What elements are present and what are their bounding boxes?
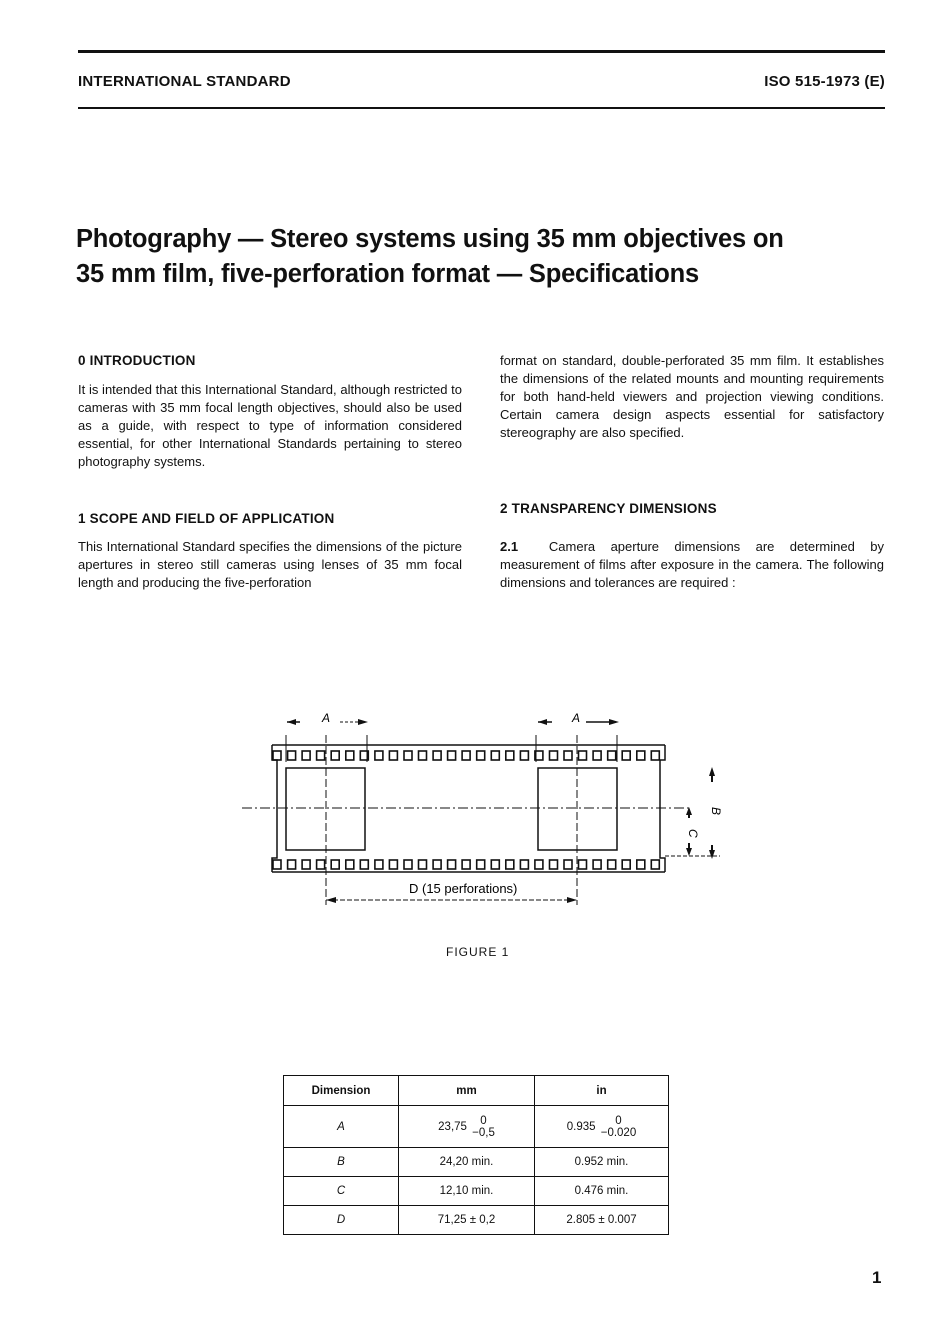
mm-base: 23,75 [438,1120,467,1133]
table-header-row [284,1076,669,1106]
perforation-row-bottom [273,860,659,869]
perforation-hole [360,860,368,869]
cell-in [535,1106,669,1148]
cell-in: 2.805 ± 0.007 [535,1206,669,1235]
label-a-left: A [322,711,331,725]
perforation-hole [448,751,456,760]
perforation-hole [404,860,412,869]
cell-dim: C [284,1177,399,1206]
cell-mm [399,1106,535,1148]
figure-caption: FIGURE 1 [446,945,510,959]
scope-heading: 1 SCOPE AND FIELD OF APPLICATION [78,511,335,526]
title-line-2: 35 mm film, five-perforation format — Specifications [76,260,699,288]
perforation-hole [433,751,441,760]
perforation-hole [593,751,601,760]
perforation-hole [462,751,470,760]
perforation-hole [564,860,572,869]
perforation-hole [579,751,587,760]
perforation-hole [637,860,645,869]
intro-heading: 0 INTRODUCTION [78,353,196,368]
perforation-hole [389,860,397,869]
document-title [76,222,784,292]
label-d: D (15 perforations) [409,881,518,896]
perforation-hole [564,751,572,760]
table-row [284,1206,669,1235]
perforation-hole [550,860,558,869]
scope-continuation: format on standard, double-perforated 35 mm film. It establishes the dimensions of the related mounts and mounting requirements for both hand-held viewers and projection viewing conditions. Certain camera design aspects essential for satisfactory stereography are also specified. [500,353,884,440]
perforation-hole [651,860,659,869]
perforation-hole [375,860,383,869]
perforation-hole [346,860,354,869]
cell-dim: A [284,1106,399,1148]
cell-in: 0.476 min. [535,1177,669,1206]
perforation-hole [273,751,281,760]
in-upper: 0 [615,1114,622,1127]
cell-mm: 24,20 min. [399,1148,535,1177]
perforation-hole [520,860,528,869]
cell-in: 0.952 min. [535,1148,669,1177]
perforation-hole [419,860,427,869]
in-tolerance [601,1115,637,1139]
header-mm: mm [399,1076,535,1106]
film-strip-figure [0,700,950,930]
perforation-hole [288,860,296,869]
label-b: B [709,807,723,816]
perforation-hole [477,751,485,760]
perforation-hole [273,860,281,869]
header-bottom-rule [78,107,885,109]
transparency-heading: 2 TRANSPARENCY DIMENSIONS [500,501,717,516]
perforation-hole [302,860,310,869]
label-a-right: A [572,711,581,725]
perforation-hole [462,860,470,869]
perforation-hole [448,860,456,869]
perforation-hole [608,860,616,869]
perforation-hole [651,751,659,760]
perforation-hole [389,751,397,760]
header-left: INTERNATIONAL STANDARD [78,73,291,90]
perforation-hole [317,860,325,869]
header-right: ISO 515-1973 (E) [764,73,885,90]
table-row [284,1106,669,1148]
perforation-hole [550,751,558,760]
scope-text: This International Standard specifies the dimensions of the picture apertures in stereo still cameras using lenses of 35 mm focal length and producing the five-perforation [78,539,462,590]
perforation-hole [506,860,514,869]
cell-dim: B [284,1148,399,1177]
cell-mm: 12,10 min. [399,1177,535,1206]
intro-text: It is intended that this International Standard, although restricted to cameras with 35 mm focal length objectives, should also be used as a guide, with respect to type of information considered essential, for other International Standards pertaining to stereo photography systems. [78,382,462,469]
perforation-hole [375,751,383,760]
header-dimension: Dimension [284,1076,399,1106]
perforation-hole [608,751,616,760]
perforation-hole [535,860,543,869]
perforation-hole [404,751,412,760]
clause-text: Camera aperture dimensions are determined by measurement of films after exposure in the camera. The following dimensions and tolerances are required : [500,539,884,590]
perforation-hole [433,860,441,869]
perforation-hole [419,751,427,760]
perforation-hole [317,751,325,760]
perforation-hole [593,860,601,869]
mm-upper: 0 [480,1114,487,1127]
perforation-hole [506,751,514,760]
dimensions-table [283,1075,669,1235]
perforation-hole [622,860,630,869]
mm-tolerance [472,1115,495,1139]
perforation-hole [491,751,499,760]
in-base: 0.935 [566,1120,596,1133]
perforation-hole [622,751,630,760]
perforation-hole [477,860,485,869]
table-row [284,1177,669,1206]
mm-lower: −0,5 [472,1126,495,1139]
in-lower: −0.020 [600,1126,637,1139]
perforation-hole [331,751,339,760]
label-c: C [686,829,700,838]
page-number: 1 [872,1268,882,1287]
perforation-hole [491,860,499,869]
perforation-hole [302,751,310,760]
table-row [284,1148,669,1177]
perforation-hole [520,751,528,760]
transparency-text [500,538,884,592]
title-line-1: Photography — Stereo systems using 35 mm objectives on [76,225,784,253]
perforation-hole [346,751,354,760]
clause-number: 2.1 [500,539,519,554]
cell-dim: D [284,1206,399,1235]
perforation-hole [331,860,339,869]
perforation-hole [579,860,587,869]
perforation-row-top [273,751,659,760]
perforation-hole [637,751,645,760]
header-in: in [535,1076,669,1106]
header-top-rule [78,50,885,53]
perforation-hole [288,751,296,760]
cell-mm: 71,25 ± 0,2 [399,1206,535,1235]
